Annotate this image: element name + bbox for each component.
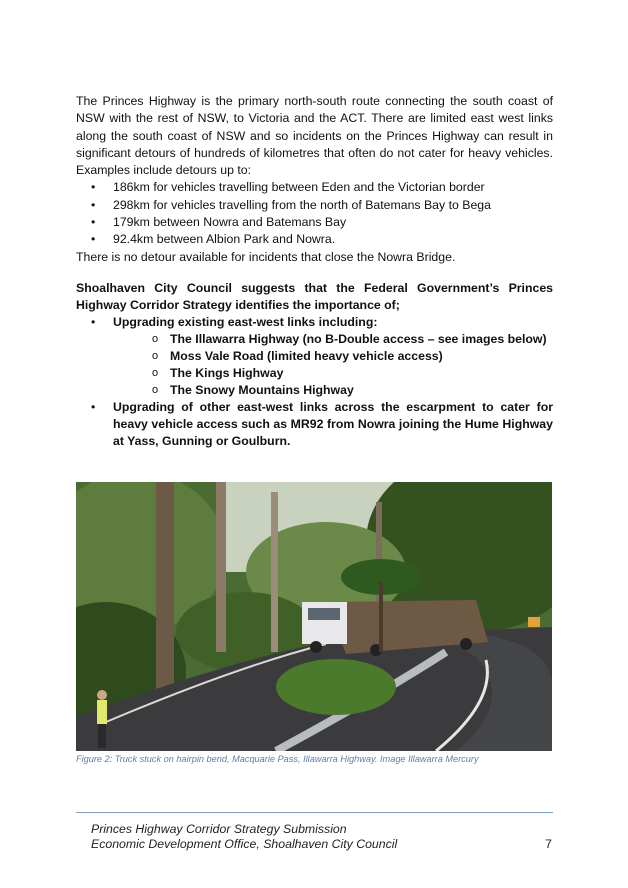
closing-sentence: There is no detour available for incidents that close the Nowra Bridge. [76, 249, 456, 264]
sub-list-item: o Moss Vale Road (limited heavy vehicle access) [113, 348, 553, 365]
list-item: • 298km for vehicles travelling from the north of Batemans Bay to Bega [76, 197, 553, 214]
page-number: 7 [545, 837, 552, 851]
footer-line-1: Princes Highway Corridor Strategy Submission [91, 822, 347, 836]
figure-caption: Figure 2: Truck stuck on hairpin bend, Macquarie Pass, Illawarra Highway. Image Illawarra Mercury [76, 754, 479, 764]
list-item: • 186km for vehicles travelling between Eden and the Victorian border [76, 179, 553, 196]
page-footer [91, 822, 553, 852]
suggestion-section [76, 280, 553, 450]
sub-list-item: o The Kings Highway [113, 365, 553, 382]
truck-photo-illustration [76, 482, 552, 751]
list-item [76, 314, 553, 399]
footer-line-2: Economic Development Office, Shoalhaven City Council [91, 837, 398, 851]
suggestion-list [76, 314, 553, 450]
list-item-label: Upgrading existing east-west links including: [113, 315, 378, 329]
intro-section [76, 93, 553, 266]
sub-list-item: o The Snowy Mountains Highway [113, 382, 553, 399]
list-item: • 179km between Nowra and Batemans Bay [76, 214, 553, 231]
suggestion-lead: Shoalhaven City Council suggests that the Federal Government’s Princes Highway Corridor Strategy identifies the importance of; [76, 281, 553, 312]
intro-paragraph: The Princes Highway is the primary north-south route connecting the south coast of NSW with the rest of NSW, to Victoria and the ACT. There are limited east west links along the south coast of NSW and so incidents on the Princes Highway can result in significant detours of hundreds of kilometres that often do not cater for heavy vehicles. Examples include detours up to: [76, 94, 553, 178]
list-item: • Upgrading of other east-west links across the escarpment to cater for heavy vehicle access such as MR92 from Nowra joining the Hume Highway at Yass, Gunning or Goulburn. [76, 399, 553, 450]
sub-list [113, 331, 553, 399]
sub-list-item: o The Illawarra Highway (no B-Double access – see images below) [113, 331, 553, 348]
footer-divider [76, 812, 553, 813]
list-item: • 92.4km between Albion Park and Nowra. [76, 231, 553, 248]
figure-photo [76, 482, 552, 751]
detour-list [76, 179, 553, 248]
